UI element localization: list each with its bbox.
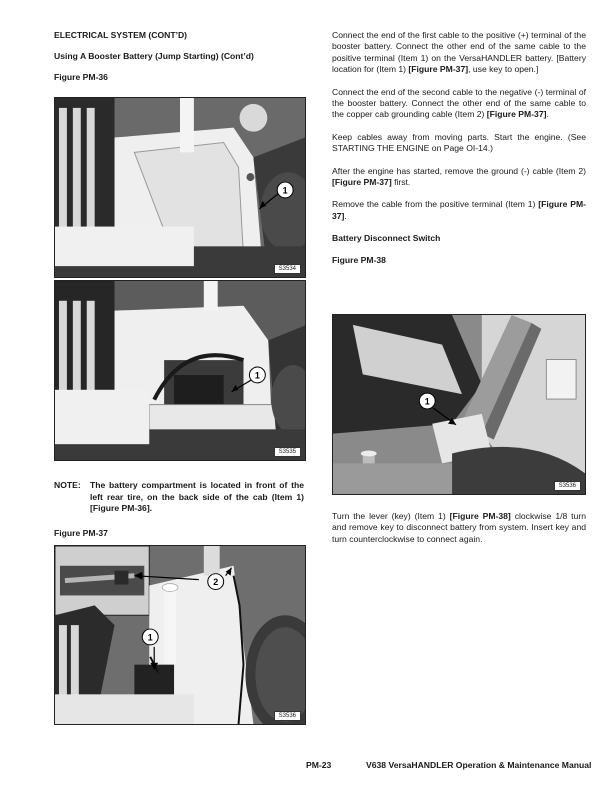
battery-compartment-closed-photo xyxy=(55,98,305,277)
paragraph-connect-positive: Connect the end of the first cable to the positive (+) terminal of the booster battery. Connect the other end of the same cable to the positive terminal (Item 1) on the VersaHANDLER battery. [Battery location for (Item 1) [Figure PM-37], use key to open.] xyxy=(332,30,586,75)
figure-code-s3536-pm37: S3536 xyxy=(274,711,301,721)
figure-pm-36-bottom-callout: 1 xyxy=(254,370,260,381)
figure-reference: [Figure PM-37] xyxy=(408,64,469,75)
figure-pm-36-bottom-photo xyxy=(54,280,306,461)
figure-pm-37-callout-1: 1 xyxy=(147,632,153,643)
booster-cable-connection-photo xyxy=(55,546,305,724)
note-heading: NOTE: xyxy=(54,480,81,490)
figure-pm-38-callout: 1 xyxy=(424,396,430,407)
page-number: PM-23 xyxy=(306,760,332,770)
battery-disconnect-switch-heading: Battery Disconnect Switch xyxy=(332,233,441,244)
figure-reference: [Figure PM-37] xyxy=(332,177,392,188)
figure-code-s3536-pm38: S3536 xyxy=(554,481,581,491)
figure-code-s3535: S3535 xyxy=(274,447,301,457)
battery-location-note xyxy=(54,480,306,515)
figure-pm-38-photo xyxy=(332,314,586,495)
paragraph-turn-lever: Turn the lever (key) (Item 1) [Figure PM-38] clockwise 1/8 turn and remove key to disconnect battery from system. Insert key and turn counterclockwise to connect again. xyxy=(332,511,586,544)
battery-compartment-open-photo xyxy=(55,281,305,460)
figure-pm-37-callout-2: 2 xyxy=(213,577,219,588)
note-text: The battery compartment is located in front of the left rear tire, on the back side of the cab (Item 1) [Figure PM-36]. xyxy=(90,480,304,514)
figure-reference: [Figure PM-38] xyxy=(449,511,511,521)
paragraph-remove-positive: Remove the cable from the positive terminal (Item 1) [Figure PM-37]. xyxy=(332,199,586,221)
figure-pm-36-top-callout: 1 xyxy=(282,185,288,196)
figure-pm-36-top-photo xyxy=(54,97,306,278)
section-title: ELECTRICAL SYSTEM (CONT’D) xyxy=(54,30,188,40)
figure-pm-37-photo xyxy=(54,545,306,725)
paragraph-start-engine: Keep cables away from moving parts. Start the engine. (See STARTING THE ENGINE on Page OI-14.) xyxy=(332,131,586,154)
figure-pm-36-label: Figure PM-36 xyxy=(54,72,108,82)
right-column xyxy=(332,30,586,266)
manual-title: V638 VersaHANDLER Operation & Maintenance Manual xyxy=(366,760,592,770)
left-column xyxy=(54,30,306,83)
figure-pm-37-label: Figure PM-37 xyxy=(54,528,108,538)
battery-disconnect-switch-photo xyxy=(333,315,585,494)
paragraph-remove-ground: After the engine has started, remove the ground (-) cable (Item 2) [Figure PM-37] first. xyxy=(332,165,586,188)
paragraph-connect-negative: Connect the end of the second cable to the negative (-) terminal of the booster battery. Connect the other end of the same cable to the copper cab grounding cable (Item 2) [Figure PM-37]. xyxy=(332,86,586,120)
sub-title: Using A Booster Battery (Jump Starting) (Cont’d) xyxy=(54,51,254,61)
figure-code-s3534: S3534 xyxy=(274,264,301,274)
figure-reference: [Figure PM-37] xyxy=(486,109,547,120)
figure-reference: [Figure PM-37] xyxy=(332,199,586,221)
figure-pm-38-label: Figure PM-38 xyxy=(332,255,386,266)
